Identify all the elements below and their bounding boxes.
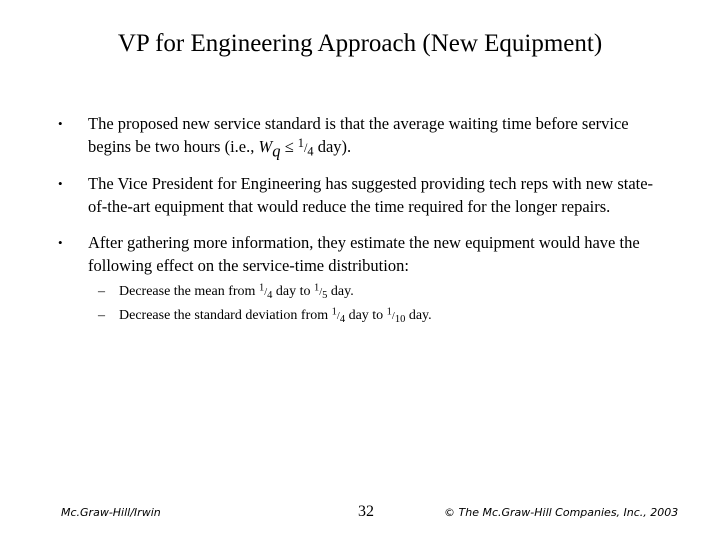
fraction-one-tenth: $^1/_{10}$ bbox=[386, 306, 406, 325]
fraction-one-quarter: $^1/_4$ bbox=[258, 282, 273, 302]
bullet-dot: • bbox=[58, 176, 63, 191]
sub-bullet-list bbox=[88, 281, 658, 328]
sub-bullet-text: Decrease the mean from bbox=[119, 284, 259, 299]
bullet-text-start: The proposed new service standard is that the average waiting time before service begins be two hours (i.e., bbox=[88, 114, 629, 156]
sub-bullet-text: day to bbox=[272, 284, 314, 299]
sub-bullet-dash: – bbox=[98, 284, 105, 299]
variable-subscript: q bbox=[272, 140, 281, 160]
bullet-equipment-effect bbox=[58, 232, 658, 328]
sub-bullet-text: day. bbox=[327, 284, 354, 299]
bullet-text-middle: ≤ bbox=[280, 136, 298, 156]
bullet-dot: • bbox=[58, 116, 63, 131]
bullet-dot: • bbox=[58, 235, 63, 250]
bullet-service-standard bbox=[58, 113, 658, 159]
bullet-vp-suggestion bbox=[58, 173, 658, 218]
sub-bullet-std-dev bbox=[88, 305, 658, 329]
bullet-text: After gathering more information, they estimate the new equipment would have the following effect on the service-time distribution: bbox=[88, 233, 640, 275]
sub-bullet-text: Decrease the standard deviation from bbox=[119, 307, 332, 323]
sub-bullet-dash: – bbox=[98, 307, 105, 323]
fraction-one-quarter: $^1/_4$ bbox=[297, 135, 314, 158]
bullet-list bbox=[58, 113, 658, 342]
fraction-one-quarter: $^1/_4$ bbox=[331, 306, 346, 325]
page-number: 32 bbox=[358, 503, 374, 520]
sub-bullet-mean bbox=[88, 281, 658, 305]
fraction-one-fifth: $^1/_5$ bbox=[313, 282, 328, 302]
footer-publisher: Mc.Graw-Hill/Irwin bbox=[61, 506, 161, 519]
bullet-text-end: day). bbox=[313, 136, 352, 156]
sub-bullet-text: day. bbox=[405, 307, 432, 323]
slide-title: VP for Engineering Approach (New Equipment) bbox=[117, 30, 603, 57]
variable-w: $W_q$ bbox=[258, 136, 281, 160]
bullet-text: The Vice President for Engineering has suggested providing tech reps with new state-of-the-art equipment that would reduce the time required for the longer repairs. bbox=[88, 174, 654, 216]
footer-copyright: © The Mc.Graw-Hill Companies, Inc., 2003 bbox=[444, 506, 679, 519]
sub-bullet-text: day to bbox=[345, 307, 387, 323]
